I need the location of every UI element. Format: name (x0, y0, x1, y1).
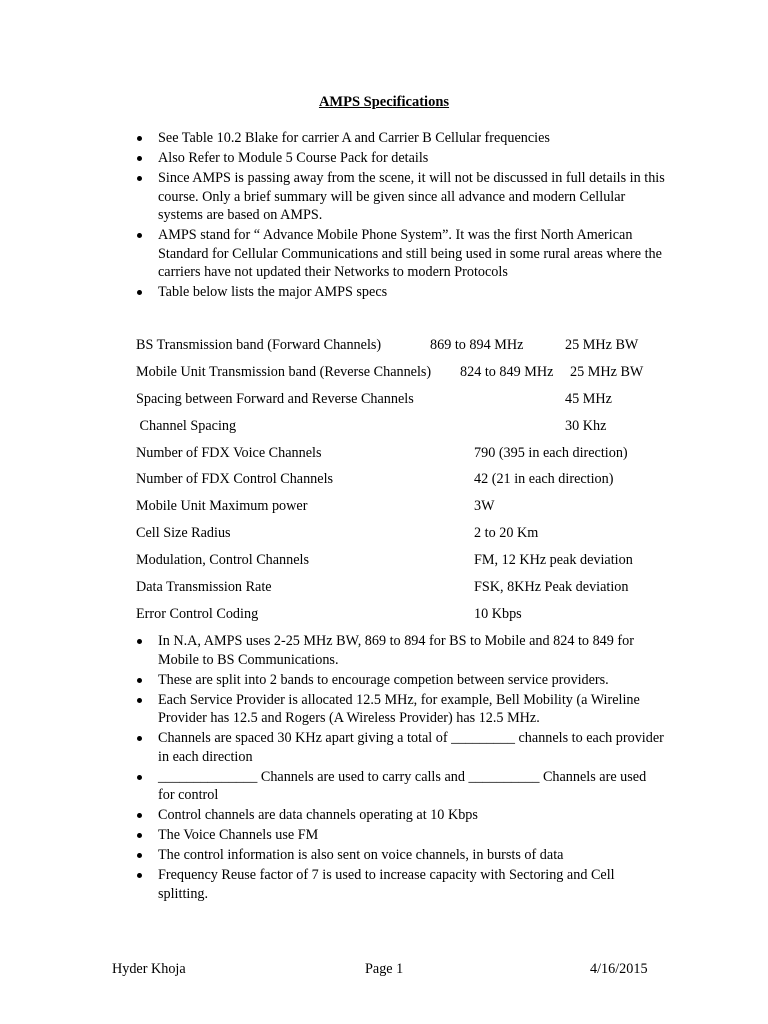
list-item (136, 826, 666, 845)
spec-label: Cell Size Radius (136, 525, 231, 542)
spec-label: Channel Spacing (136, 417, 237, 434)
page-footer (0, 961, 768, 981)
footer-author: Hyder Khoja (112, 961, 186, 977)
spec-frequency: 869 to 894 MHz (430, 337, 524, 353)
spec-value: 42 (21 in each direction) (474, 471, 614, 488)
intro-bullet-list (136, 129, 666, 303)
table-row (136, 469, 696, 496)
page-title: AMPS Specifications (318, 94, 450, 110)
table-row (136, 496, 696, 523)
spec-value: FM, 12 KHz peak deviation (474, 552, 633, 569)
bullet-icon (137, 233, 142, 238)
bullet-icon (137, 813, 142, 818)
bullet-icon (137, 639, 142, 644)
bullet-icon (137, 833, 142, 838)
bullet-icon (137, 853, 142, 858)
bullet-text: Frequency Reuse factor of 7 is used to increase capacity with Sectoring and Cell splitting. (158, 867, 615, 902)
bullet-icon (137, 698, 142, 703)
bullet-icon (137, 156, 142, 161)
bullet-text: The control information is also sent on voice channels, in bursts of data (158, 847, 564, 863)
bullet-icon (137, 176, 142, 181)
list-item (136, 671, 666, 690)
bullet-text: The Voice Channels use FM (158, 827, 319, 843)
spec-label: Mobile Unit Transmission band (Reverse Channels) (136, 363, 432, 380)
bullet-icon (137, 136, 142, 141)
footer-date: 4/16/2015 (590, 961, 648, 977)
spec-label: Number of FDX Voice Channels (136, 444, 322, 461)
list-item (136, 866, 666, 903)
table-row (136, 604, 696, 631)
bullet-text: Since AMPS is passing away from the scene, it will not be discussed in full details in this course. Only a brief summary will be given since all advance and modern Cellular systems are based on AMPS. (158, 170, 665, 223)
spec-label: BS Transmission band (Forward Channels) (136, 337, 382, 353)
spec-value: 10 Kbps (474, 605, 522, 622)
spec-frequency: 824 to 849 MHz (460, 363, 554, 380)
list-item (136, 691, 666, 728)
bullet-text: These are split into 2 bands to encourage competion between service providers. (158, 671, 609, 688)
spec-label: Spacing between Forward and Reverse Channels (136, 390, 414, 407)
amps-spec-table (136, 335, 696, 631)
spec-value: 3W (474, 498, 495, 515)
table-row (136, 335, 696, 362)
list-item (136, 729, 666, 766)
spec-label: Modulation, Control Channels (136, 552, 310, 569)
spec-bandwidth: 25 MHz BW (570, 363, 644, 380)
table-row (136, 362, 696, 389)
bullet-icon (137, 775, 142, 780)
list-item (136, 149, 666, 168)
spec-label: Number of FDX Control Channels (136, 471, 334, 488)
spec-value: FSK, 8KHz Peak deviation (474, 579, 629, 596)
bullet-text: Channels are spaced 30 KHz apart giving a total of _________ channels to each provider in each direction (158, 730, 664, 765)
list-item (136, 226, 666, 282)
bullet-icon (137, 290, 142, 295)
footer-page-number: Page 1 (365, 961, 404, 977)
table-row (136, 416, 696, 443)
spec-label: Data Transmission Rate (136, 579, 272, 596)
spec-bandwidth: 45 MHz (565, 390, 612, 407)
bullet-text: ______________ Channels are used to carry calls and __________ Channels are used for control (158, 768, 647, 803)
bullet-text: See Table 10.2 Blake for carrier A and Carrier B Cellular frequencies (158, 130, 550, 146)
table-row (136, 389, 696, 416)
bullet-text: AMPS stand for “ Advance Mobile Phone System”. It was the first North American Standard for Cellular Communications and still being used in some rural areas where the carriers have not updated their Networks to modern Protocols (158, 227, 662, 280)
bullet-text: Also Refer to Module 5 Course Pack for details (158, 150, 429, 166)
list-item (136, 768, 666, 805)
table-row (136, 550, 696, 577)
list-item (136, 129, 666, 148)
notes-bullet-list (136, 632, 666, 905)
bullet-text: In N.A, AMPS uses 2-25 MHz BW, 869 to 894 for BS to Mobile and 824 to 849 for Mobile to BS Communications. (158, 633, 634, 668)
list-item (136, 283, 666, 302)
bullet-icon (137, 736, 142, 741)
bullet-icon (137, 678, 142, 683)
spec-value: 790 (395 in each direction) (474, 444, 628, 461)
table-row (136, 577, 696, 604)
spec-value: 2 to 20 Km (474, 525, 539, 542)
list-item (136, 169, 666, 225)
bullet-text: Table below lists the major AMPS specs (158, 284, 388, 300)
list-item (136, 846, 666, 865)
table-row (136, 523, 696, 550)
bullet-text: Each Service Provider is allocated 12.5 MHz, for example, Bell Mobility (a Wireline Provider has 12.5 and Rogers (A Wireless Provider) has 12.5 MHz. (158, 691, 640, 726)
table-row (136, 443, 696, 470)
spec-bandwidth: 30 Khz (565, 417, 607, 434)
list-item (136, 806, 666, 825)
spec-label: Mobile Unit Maximum power (136, 498, 308, 515)
spec-label: Error Control Coding (136, 605, 259, 622)
spec-bandwidth: 25 MHz BW (565, 337, 639, 353)
bullet-text: Control channels are data channels operating at 10 Kbps (158, 807, 478, 823)
bullet-icon (137, 873, 142, 878)
list-item (136, 632, 666, 669)
